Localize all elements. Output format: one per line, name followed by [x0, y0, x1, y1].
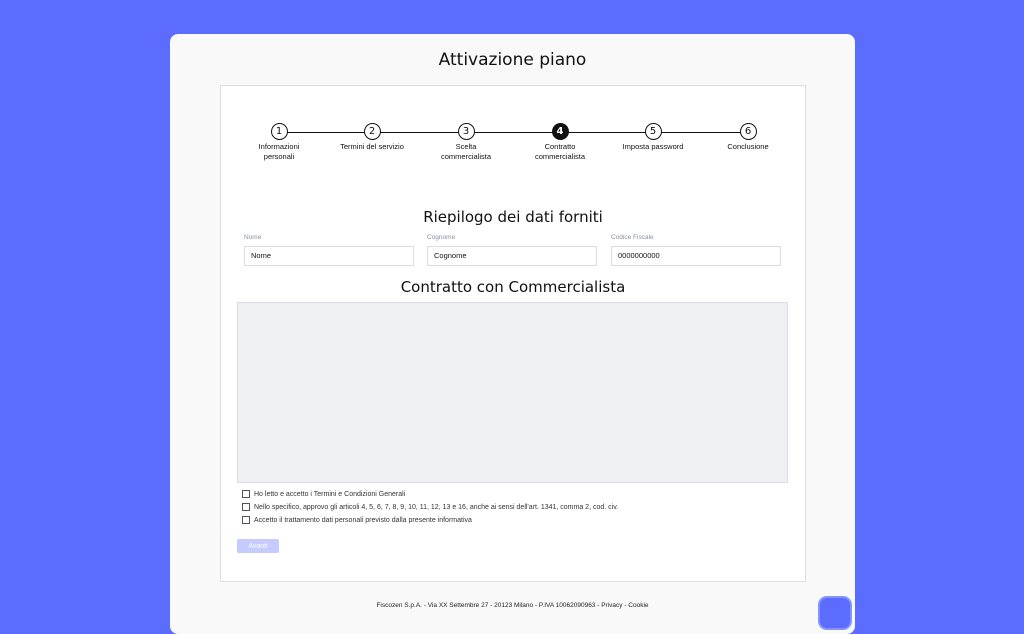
step-3-label: Scelta commercialista: [440, 142, 491, 161]
step-2-label: Termini del servizio: [340, 142, 404, 151]
cognome-field-group: [427, 234, 597, 266]
codice-fiscale-field[interactable]: [611, 246, 781, 266]
step-2-circle: 2: [364, 123, 381, 140]
consent-terms-checkbox[interactable]: [242, 490, 250, 498]
consent-terms-label: Ho letto e accetto i Termini e Condizioni Generali: [254, 490, 406, 498]
step-5: [608, 123, 698, 152]
step-4-label: Contratto commercialista: [534, 142, 585, 161]
nome-field-group: [244, 234, 414, 266]
step-6: [703, 123, 793, 152]
step-6-circle: 6: [740, 123, 757, 140]
chat-widget-button[interactable]: [818, 596, 852, 630]
step-6-label: Conclusione: [727, 142, 769, 151]
step-4: [515, 123, 605, 161]
consent-terms-row[interactable]: [242, 489, 405, 499]
step-1: [234, 123, 324, 161]
step-1-circle: 1: [271, 123, 288, 140]
form-panel: [220, 85, 806, 582]
contract-document-viewer[interactable]: [237, 302, 788, 483]
cognome-field[interactable]: [427, 246, 597, 266]
consent-articles-checkbox[interactable]: [242, 503, 250, 511]
consent-privacy-checkbox[interactable]: [242, 516, 250, 524]
step-5-label: Imposta password: [622, 142, 684, 151]
step-3-circle: 3: [458, 123, 475, 140]
contract-title: Contratto con Commercialista: [400, 278, 626, 296]
summary-title: Riepilogo dei dati forniti: [423, 208, 603, 226]
step-3: [421, 123, 511, 161]
consent-privacy-row[interactable]: [242, 515, 472, 525]
step-2: [327, 123, 417, 152]
codice-fiscale-label: Codice Fiscale: [611, 234, 654, 241]
nome-field[interactable]: [244, 246, 414, 266]
activation-card: [170, 34, 855, 634]
footer-text: Fiscozen S.p.A. - Via XX Settembre 27 - 20123 Milano - P.IVA 10062090963 - Privacy - Cookie: [376, 602, 649, 609]
consent-privacy-label: Accetto il trattamento dati personali previsto dalla presente informativa: [254, 516, 472, 524]
cognome-label: Cognome: [427, 234, 456, 241]
codice-fiscale-field-group: [611, 234, 781, 266]
consent-articles-label: Nello specifico, approvo gli articoli 4, 5, 6, 7, 8, 9, 10, 11, 12, 13 e 16, anche ai sensi dell'art. 1341, comma 2, cod. civ.: [254, 503, 619, 511]
step-5-circle: 5: [645, 123, 662, 140]
page-title: Attivazione piano: [438, 50, 587, 70]
consent-articles-row[interactable]: [242, 502, 618, 512]
step-4-circle: 4: [552, 123, 569, 140]
step-1-label: Informazioni personali: [258, 142, 300, 161]
next-button[interactable]: Avanti: [237, 539, 279, 553]
nome-label: Nome: [244, 234, 262, 241]
